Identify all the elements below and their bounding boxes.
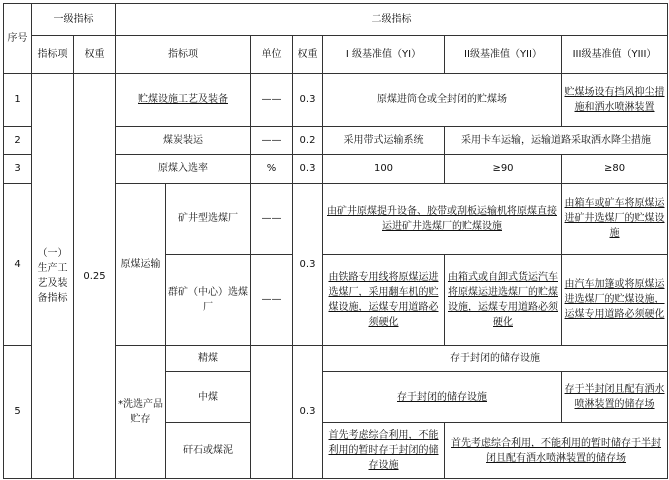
header-l2-weight: 权重 xyxy=(293,36,323,74)
group-name: （一）生产工艺及装备指标 xyxy=(32,74,74,479)
row3-item: 原煤入选率 xyxy=(116,155,251,183)
row4b-grade2: 由箱式或自卸式货运汽车将原煤运进选煤厂的贮煤设施，运煤专用道路必须硬化 xyxy=(445,254,562,345)
header-grade3: III级基准值（YIII） xyxy=(562,36,668,74)
row2-grade1: 采用带式运输系统 xyxy=(323,126,445,154)
row2-weight: 0.2 xyxy=(293,126,323,154)
row3-grade2: ≥90 xyxy=(445,155,562,183)
row5c-grade1: 首先考虑综合利用，不能利用的暂时存于封闭的储存设施 xyxy=(323,423,445,479)
row4-weight: 0.3 xyxy=(293,183,323,345)
row3-unit: % xyxy=(251,155,293,183)
header-l2-item: 指标项 xyxy=(116,36,251,74)
header-level2: 二级指标 xyxy=(116,4,668,36)
row5-weight: 0.3 xyxy=(293,345,323,478)
row2-seq: 2 xyxy=(4,126,32,154)
indicator-table xyxy=(3,3,668,479)
row2-item: 煤炭装运 xyxy=(116,126,251,154)
row4a-grade3: 由箱车或矿车将原煤运进矿井选煤厂的贮煤设施 xyxy=(562,183,668,254)
row4-seq: 4 xyxy=(4,183,32,345)
row5b-grade12: 存于封闭的储存设施 xyxy=(323,372,562,423)
header-l1-item: 指标项 xyxy=(32,36,74,74)
row1-grade3: 贮煤场设有挡风抑尘措施和洒水喷淋装置 xyxy=(562,74,668,127)
row3-weight: 0.3 xyxy=(293,155,323,183)
row4b-item: 群矿（中心）选煤厂 xyxy=(166,254,251,345)
row2-grade23: 采用卡车运输，运输道路采取洒水降尘措施 xyxy=(445,126,668,154)
row5-seq: 5 xyxy=(4,345,32,478)
row4b-grade1: 由铁路专用线将原煤运进选煤厂，采用翻车机的贮煤设施，运煤专用道路必须硬化 xyxy=(323,254,445,345)
row1-grade12: 原煤进筒仓或全封闭的贮煤场 xyxy=(323,74,562,127)
row5-group-label: *洗选产品贮存 xyxy=(116,345,166,478)
row4-group-label: 原煤运输 xyxy=(116,183,166,345)
row1-unit: —— xyxy=(251,74,293,127)
header-grade1: I 级基准值（YI） xyxy=(323,36,445,74)
header-l1-weight: 权重 xyxy=(74,36,116,74)
row4a-unit: —— xyxy=(251,183,293,254)
row4b-unit: —— xyxy=(251,254,293,345)
row2-unit: —— xyxy=(251,126,293,154)
row1-weight: 0.3 xyxy=(293,74,323,127)
row5c-grade23: 首先考虑综合利用，不能利用的暂时储存于半封闭且配有洒水喷淋装置的储存场 xyxy=(445,423,668,479)
row4b-grade3: 由汽车加篷或将原煤运进选煤厂的贮煤设施，运煤专用道路必须硬化 xyxy=(562,254,668,345)
row4a-grade12: 由矿井原煤提升设备、胶带或刮板运输机将原煤直接运进矿井选煤厂的贮煤设施 xyxy=(323,183,562,254)
header-unit: 单位 xyxy=(251,36,293,74)
row1-seq: 1 xyxy=(4,74,32,127)
row5c-item: 矸石或煤泥 xyxy=(166,423,251,479)
header-grade2: II级基准值（YII） xyxy=(445,36,562,74)
header-seq: 序号 xyxy=(4,4,32,74)
row5a-item: 精煤 xyxy=(166,345,251,371)
row3-seq: 3 xyxy=(4,155,32,183)
row5a-grade123: 存于封闭的储存设施 xyxy=(323,345,668,371)
group-weight: 0.25 xyxy=(74,74,116,479)
row5b-item: 中煤 xyxy=(166,372,251,423)
row1-item: 贮煤设施工艺及装备 xyxy=(116,74,251,127)
row5b-grade3: 存于半封闭且配有洒水喷淋装置的储存场 xyxy=(562,372,668,423)
row4a-item: 矿井型选煤厂 xyxy=(166,183,251,254)
row3-grade1: 100 xyxy=(323,155,445,183)
row5-unit xyxy=(251,345,293,478)
row3-grade3: ≥80 xyxy=(562,155,668,183)
header-level1: 一级指标 xyxy=(32,4,116,36)
